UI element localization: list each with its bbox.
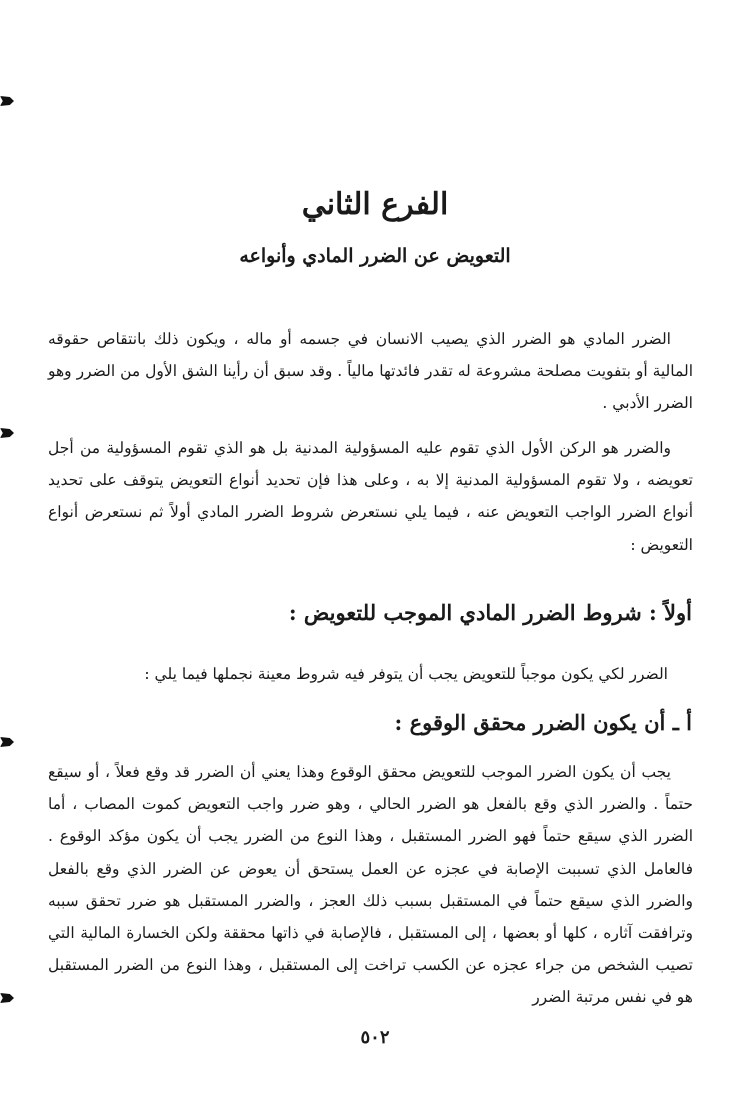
margin-mark bbox=[0, 737, 14, 747]
page-number: ٥٠٢ bbox=[360, 1027, 390, 1048]
section-intro: الضرر لكي يكون موجباً للتعويض يجب أن يتوفر فيه شروط معينة نجملها فيما يلي : bbox=[144, 665, 668, 683]
paragraph-3: يجب أن يكون الضرر الموجب للتعويض محقق الوقوع وهذا يعني أن الضرر قد وقع فعلاً ، أو سيقع حتماً . والضرر الذي وقع بالفعل هو الضرر الحالي ، وهو ضرر واجب التعويض كموت المصاب ، أما الضرر الذي سيقع حتماً فهو الضرر المستقبل ، وهذا النوع من الضرر يجب أن يكون مؤكد الوقوع . فالعامل الذي تسببت الإصابة في عجزه عن العمل يستحق أن يعوض عن الضرر الذي وقع بالفعل والضرر الذي سيقع حتماً في المستقبل بسبب ذلك العجز ، والضرر المستقبل هو ضرر تحقق سببه وترافقت آثاره ، كلها أو بعضها ، إلى المستقبل ، فالإصابة في ذاتها محققة ولكن الخسارة المالية التي تصيب الشخص من جراء عجزه عن الكسب تراخت إلى المستقبل ، وهذا النوع من الضرر المستقبل هو في نفس مرتبة الضرر bbox=[48, 763, 694, 1007]
paragraph-2: والضرر هو الركن الأول الذي تقوم عليه المسؤولية المدنية بل هو الذي تقوم المسؤولية من أجل تعويضه ، ولا تقوم المسؤولية المدنية إلا به ، وعلى هذا فإن تحديد أنواع التعويض يتوقف على تحديد أنواع الضرر الواجب التعويض عنه ، فيما يلي نستعرض شروط الضرر المادي أولاً ثم نستعرض أنواع التعويض : bbox=[48, 439, 693, 554]
chapter-title: الفرع الثاني bbox=[301, 187, 449, 222]
paragraph-1: الضرر المادي هو الضرر الذي يصيب الانسان في جسمه أو ماله ، ويكون ذلك بانتقاص حقوقه المالية أو بتفويت مصلحة مشروعة له تقدر فائدتها مالياً . وقد سبق أن رأينا الشق الأول من الضرر وهو الضرر الأدبي . bbox=[48, 330, 693, 413]
section-heading: أولاً : شروط الضرر المادي الموجب للتعويض : bbox=[288, 600, 692, 625]
margin-mark bbox=[0, 428, 14, 438]
margin-mark bbox=[0, 96, 14, 106]
margin-mark bbox=[0, 993, 14, 1003]
subsection-heading: أ ـ أن يكون الضرر محقق الوقوع : bbox=[394, 710, 692, 735]
chapter-subtitle: التعويض عن الضرر المادي وأنواعه bbox=[239, 245, 511, 267]
